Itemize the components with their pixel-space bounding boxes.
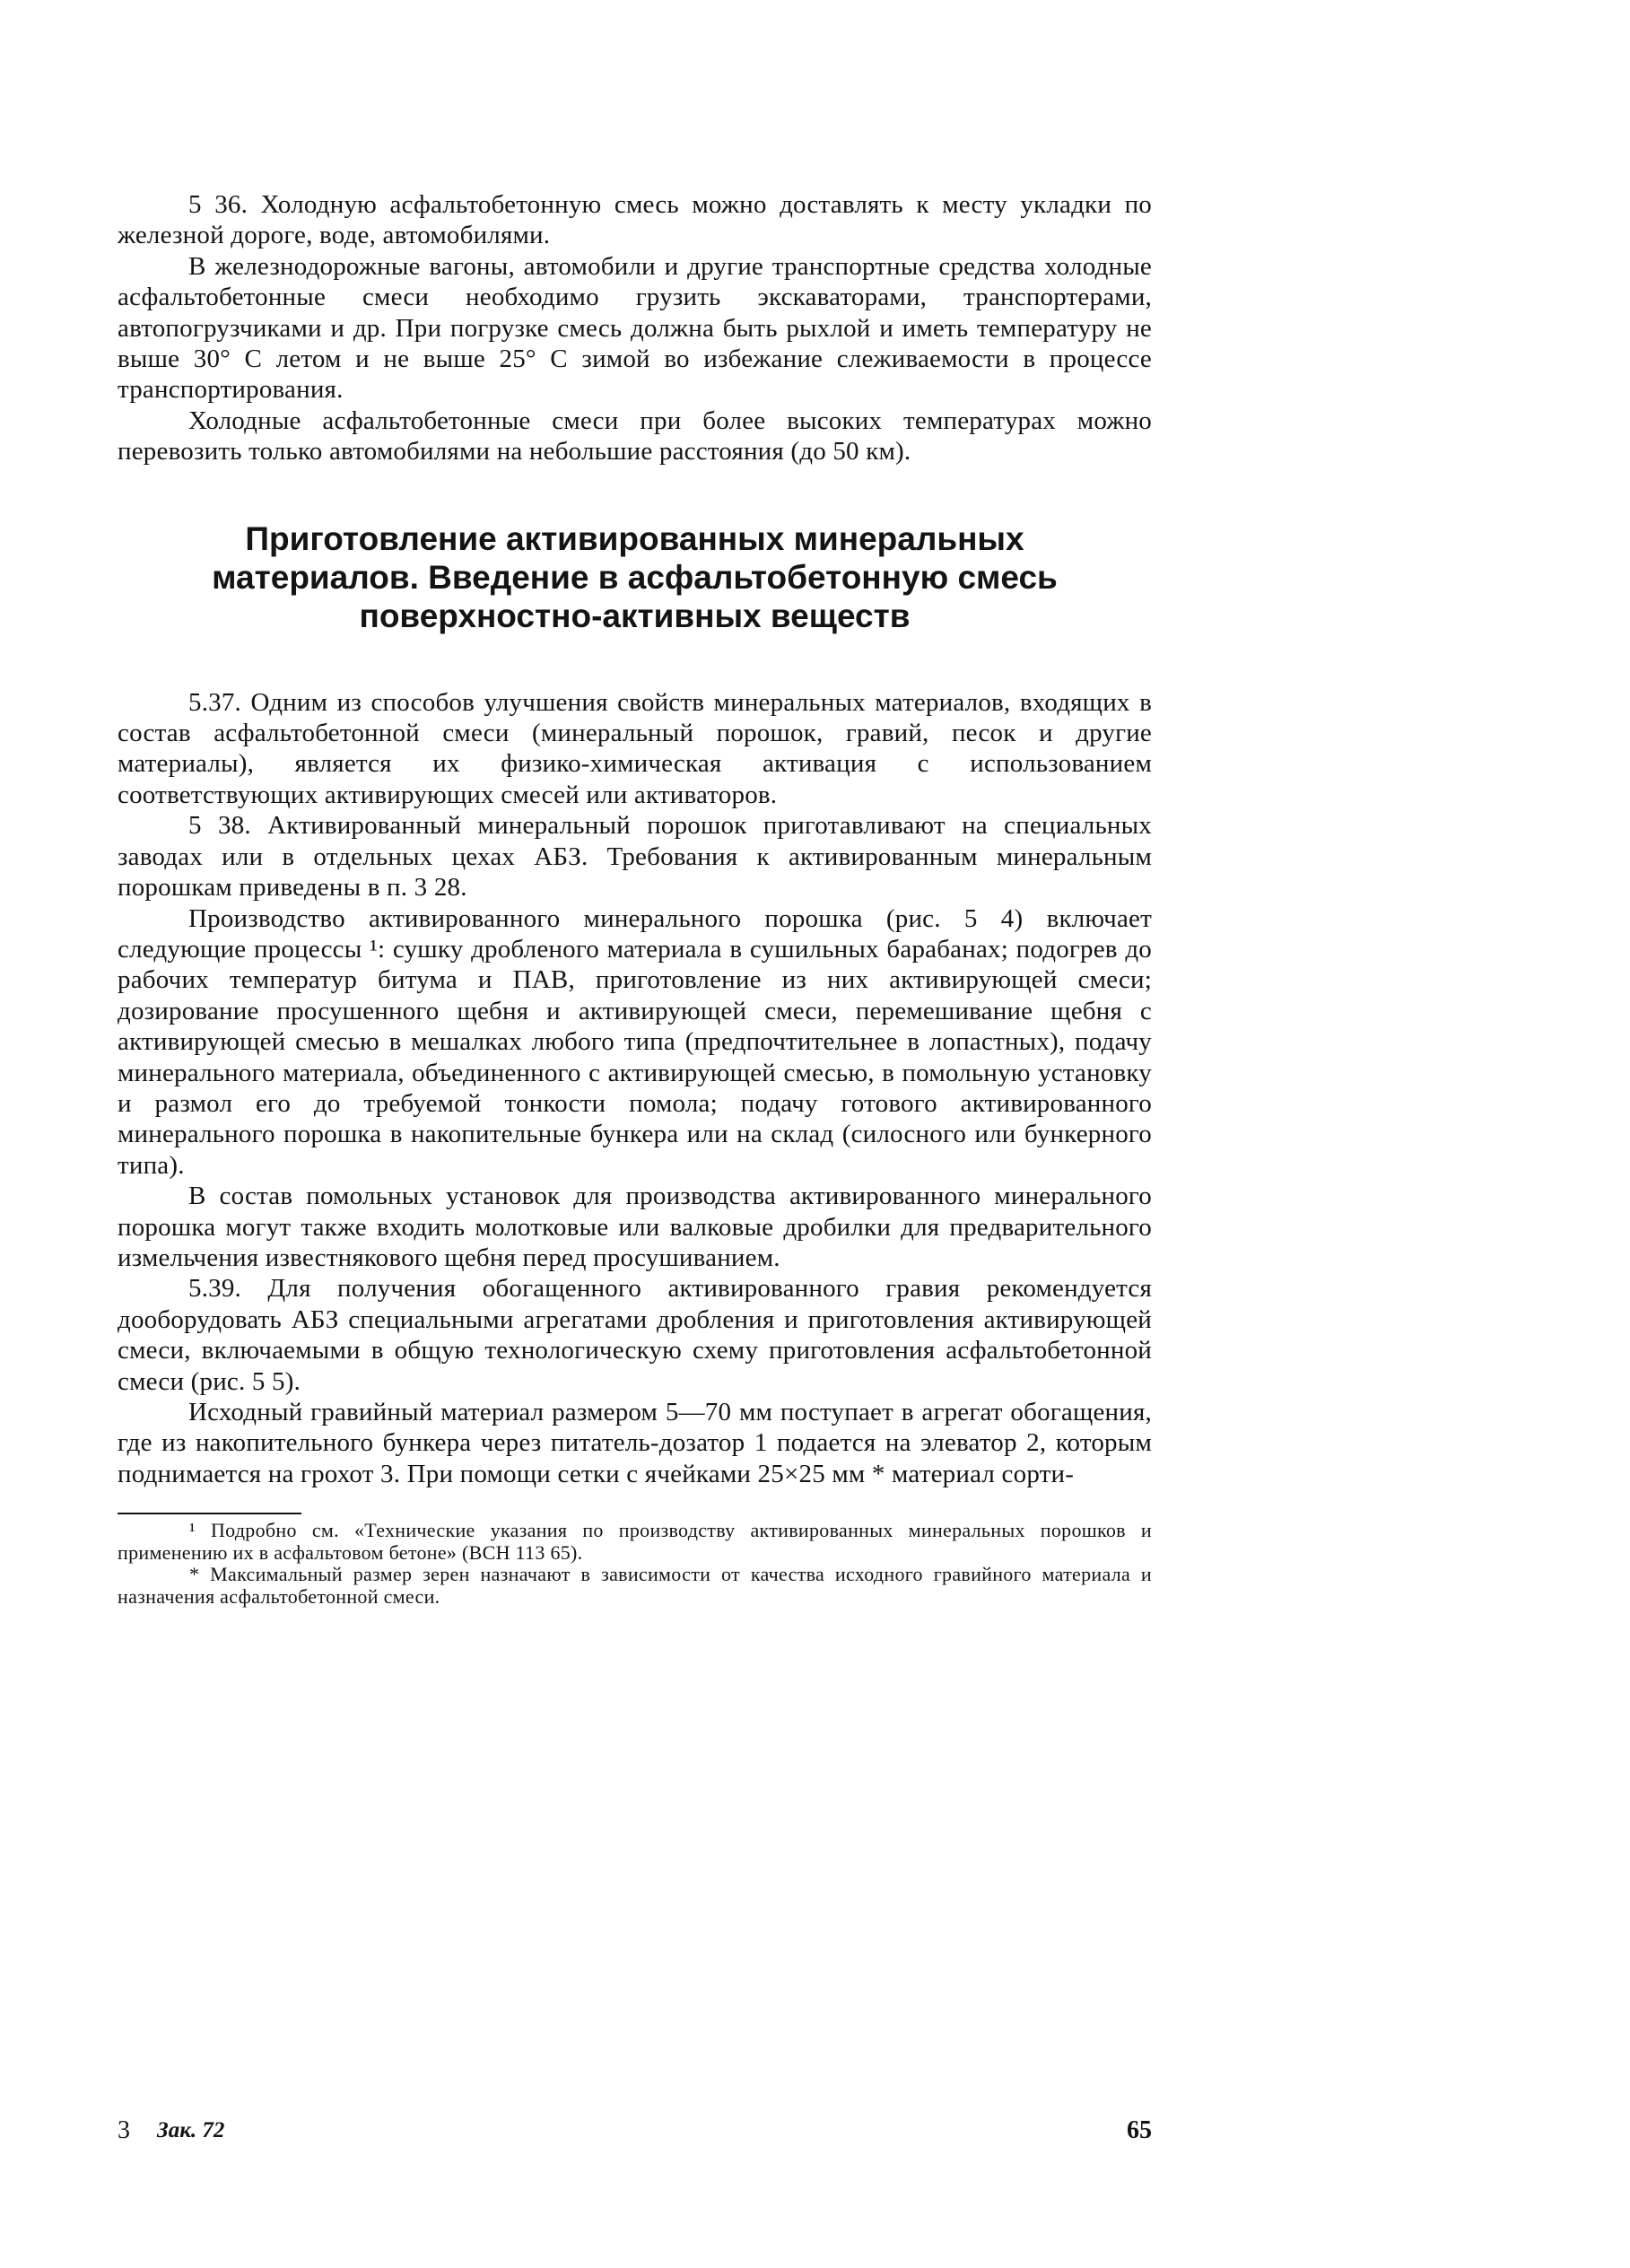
paragraph-loading: В железнодорожные вагоны, автомобили и другие транспортные средства холодные асфальтобетонные смеси необходимо грузить экскаваторами, транспортерами, автопогрузчиками и др. При погрузке смесь должна быть рыхлой и иметь температуру не выше 30° С летом и не выше 25° С зимой во избежание слеживаемости в процессе транспортирования. (118, 251, 1152, 405)
paragraph-gravel-material: Исходный гравийный материал размером 5—70 мм поступает в агрегат обогащения, где из накопительного бункера через питатель-дозатор 1 подается на элеватор 2, которым поднимается на грохот 3. При помощи сетки с ячейками 25×25 мм * материал сорти- (118, 1398, 1152, 1488)
page-number: 65 (1127, 2116, 1152, 2144)
paragraph-grinding-units: В состав помольных установок для производства активированного минерального порошка могут также входить молотковые или валковые дробилки для предварительного измельчения известнякового щебня перед просушиванием. (118, 1182, 1152, 1272)
footnote-2: * Максимальный размер зерен назначают в зависимости от качества исходного гравийного материала и назначения асфальтобетонной смеси. (118, 1563, 1152, 1608)
paragraph-5-36: 5 36. Холодную асфальтобетонную смесь можно доставлять к месту укладки по железной дороге, воде, автомобилями. (118, 190, 1152, 250)
order-number: Зак. 72 (157, 2118, 225, 2142)
section-heading-line-1: Приготовление активированных минеральных (245, 519, 1024, 557)
signature-mark: 3 (118, 2116, 130, 2144)
paragraph-5-37: 5.37. Одним из способов улучшения свойств минеральных материалов, входящих в состав асфальтобетонной смеси (минеральный порошок, гравий, песок и другие материалы), является их физико-химическая активация с использованием соответствующих активирующих смесей или активаторов. (118, 687, 1152, 809)
paragraph-production-process: Производство активированного минерального порошка (рис. 5 4) включает следующие процессы ¹: сушку дробленого материала в сушильных барабанах; подогрев до рабочих температур битума и ПАВ, приготовление из них активирующей смеси; дозирование просушенного щебня и активирующей смеси, перемешивание щебня с активирующей смесью в мешалках любого типа (предпочтительнее в лопастных), подачу минерального материала, объединенного с активирующей смесью, в помольную установку и размол его до требуемой тонкости помола; подачу готового активированного минерального порошка в накопительные бункера или на склад (силосного или бункерного типа). (118, 903, 1152, 1180)
section-heading-line-3: поверхностно-активных веществ (359, 597, 911, 634)
paragraph-5-39: 5.39. Для получения обогащенного активированного гравия рекомендуется дооборудовать АБЗ специальными агрегатами дробления и приготовления активирующей смеси, включаемыми в общую технологическую схему приготовления асфальтобетонной смеси (рис. 5 5). (118, 1274, 1152, 1396)
text-column (118, 189, 1152, 2144)
footnote-1: ¹ Подробно см. «Технические указания по производству активированных минеральных порошков и применению их в асфальтовом бетоне» (ВСН 113 65). (118, 1519, 1152, 1564)
section-heading-line-2: материалов. Введение в асфальтобетонную смесь (212, 558, 1058, 596)
footnote-divider (118, 1513, 301, 1514)
paragraph-transport-distance: Холодные асфальтобетонные смеси при более высоких температурах можно перевозить только автомобилями на небольшие расстояния (до 50 км). (118, 406, 1152, 467)
paragraph-5-38: 5 38. Активированный минеральный порошок приготавливают на специальных заводах или в отдельных цехах АБЗ. Требования к активированным минеральным порошкам приведены в п. 3 28. (118, 811, 1152, 903)
section-heading (118, 519, 1152, 635)
page-footer (118, 2116, 1152, 2152)
